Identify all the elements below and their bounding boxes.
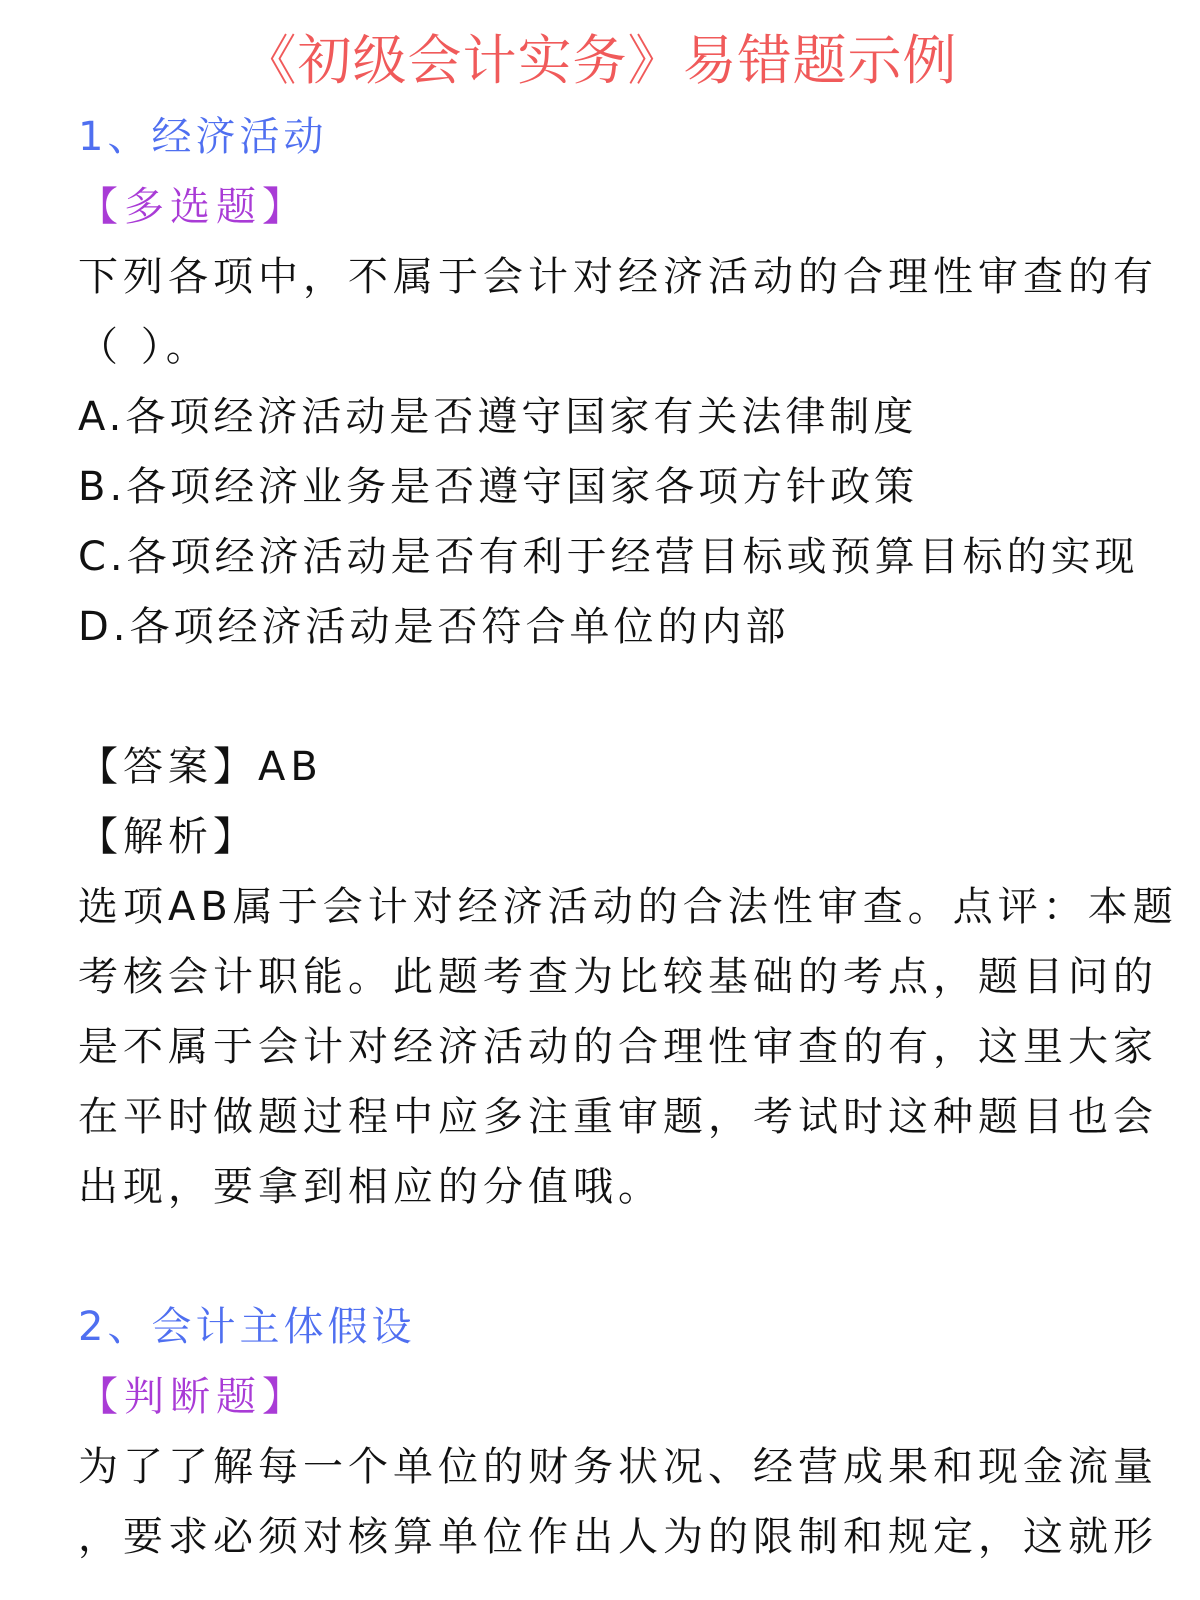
page-title: 《初级会计实务》易错题示例	[242, 29, 958, 92]
question-1-heading: 1、经济活动	[78, 114, 328, 160]
question-2-stem-line: 为了了解每一个单位的财务状况、经营成果和现金流量	[78, 1444, 1158, 1490]
question-1-type: 【多选题】	[78, 184, 308, 230]
question-1-option-c: C.各项经济活动是否有利于经营目标或预算目标的实现	[78, 534, 1139, 580]
question-1-analysis-label: 【解析】	[78, 814, 258, 860]
question-2-heading: 2、会计主体假设	[78, 1304, 416, 1350]
question-1-analysis-line: 选项AB属于会计对经济活动的合法性审查。点评：本题	[78, 884, 1178, 930]
question-1-option-a: A.各项经济活动是否遵守国家有关法律制度	[78, 394, 918, 440]
question-2-stem-line: ，要求必须对核算单位作出人为的限制和规定，这就形	[78, 1514, 1158, 1560]
question-1-analysis-line: 是不属于会计对经济活动的合理性审查的有，这里大家	[78, 1024, 1158, 1070]
question-1-option-b: B.各项经济业务是否遵守国家各项方针政策	[78, 464, 919, 510]
question-1-option-d: D.各项经济活动是否符合单位的内部	[78, 604, 790, 650]
question-2-type: 【判断题】	[78, 1374, 308, 1420]
question-1-answer: 【答案】AB	[78, 744, 323, 790]
question-1-analysis-line: 在平时做题过程中应多注重审题，考试时这种题目也会	[78, 1094, 1158, 1140]
question-1-analysis-line: 考核会计职能。此题考查为比较基础的考点，题目问的	[78, 954, 1158, 1000]
question-1-analysis-line: 出现，要拿到相应的分值哦。	[78, 1164, 663, 1210]
question-1-stem-line: （ ）。	[78, 324, 211, 370]
question-1-stem-line: 下列各项中，不属于会计对经济活动的合理性审查的有	[78, 254, 1158, 300]
